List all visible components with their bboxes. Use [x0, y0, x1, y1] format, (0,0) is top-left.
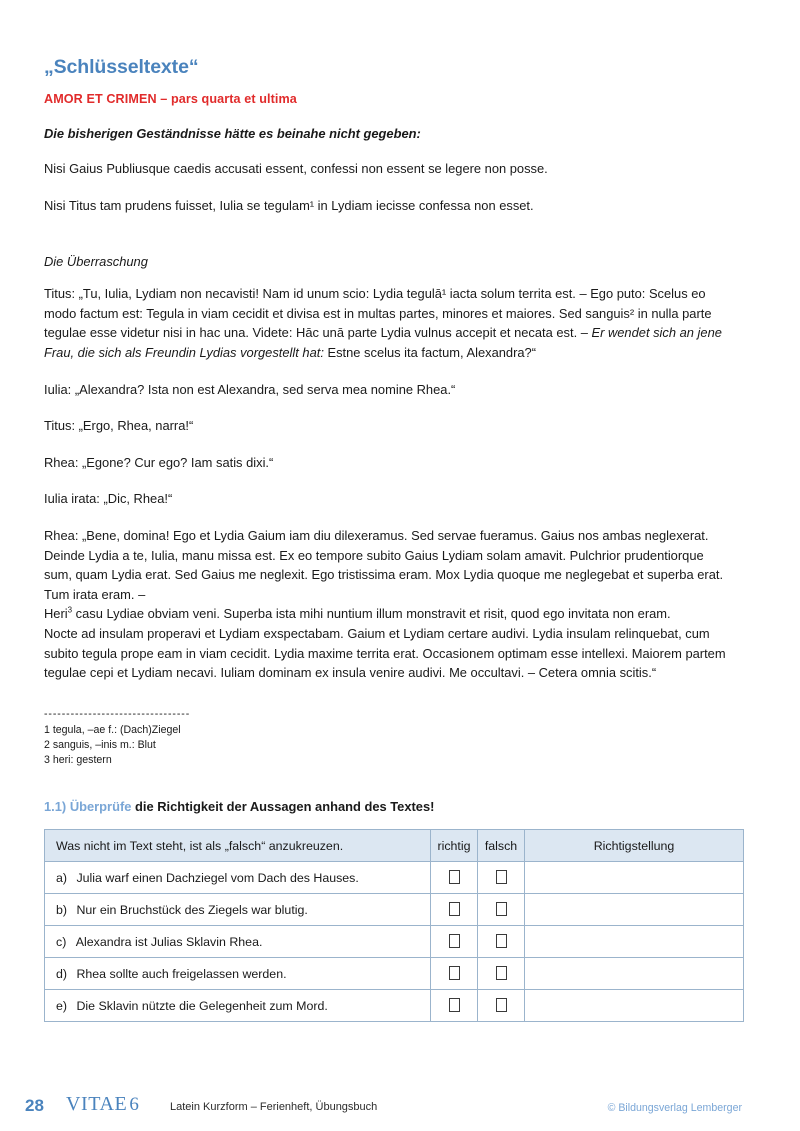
- item-label: e): [56, 998, 68, 1013]
- confession-part-2-prefix: Heri: [44, 606, 68, 622]
- document-content: [44, 56, 734, 1022]
- section-spacer: [44, 233, 734, 253]
- checkbox-icon[interactable]: [449, 934, 460, 948]
- column-header-statement: Was nicht im Text steht, ist als „falsch“ anzukreuzen.: [45, 830, 431, 862]
- statement-cell-c: [45, 926, 431, 958]
- speech-stage-direction: Er wendet sich an jene Frau, die sich als Freundin Lydias vorgestellt hat:: [44, 325, 722, 360]
- speech-titus-2: [44, 416, 734, 436]
- footnotes-block: [44, 707, 734, 768]
- table-body: [45, 862, 744, 1022]
- statement-cell-e: [45, 990, 431, 1022]
- checkbox-richtig-a[interactable]: [431, 862, 478, 894]
- intro-line-2: [44, 196, 734, 216]
- statement-text: Nur ein Bruchstück des Ziegels war blutig.: [76, 902, 308, 917]
- checkbox-richtig-b[interactable]: [431, 894, 478, 926]
- checkbox-falsch-d[interactable]: [478, 958, 525, 990]
- table-row: [45, 926, 744, 958]
- column-header-richtigstellung: Richtigstellung: [525, 830, 744, 862]
- speech-speaker: Rhea:: [44, 454, 79, 470]
- table-row: [45, 894, 744, 926]
- statement-text: Rhea sollte auch freigelassen werden.: [76, 966, 287, 981]
- speech-text: „Dic, Rhea!“: [103, 491, 173, 507]
- task-instruction: [44, 798, 734, 816]
- correction-cell-b[interactable]: [525, 894, 744, 926]
- intro-lead: Die bisherigen Geständnisse hätte es beinahe nicht gegeben:: [44, 126, 421, 141]
- checkbox-falsch-e[interactable]: [478, 990, 525, 1022]
- speech-titus-1: [44, 284, 734, 362]
- correction-cell-d[interactable]: [525, 958, 744, 990]
- checkbox-icon[interactable]: [449, 870, 460, 884]
- correction-cell-c[interactable]: [525, 926, 744, 958]
- confession-part-2-text: casu Lydiae obviam veni. Superba ista mihi nuntium illum monstravit et risit, quod ego invitata non eram.: [72, 606, 671, 622]
- confession-part-1-text: Rhea: „Bene, domina! Ego et Lydia Gaium iam diu dilexeramus. Sed servae fueramus. Gaius nos ambas neglexerat. Deinde Lydia a te, Iulia, manu missa est. Ex eo tempore subito Gaius Lydiam solam amavit. Pulchrior prudentiorque sum, quam Lydia erat. Sed Gaius me neglexit. Ego tristissima eram. Mox Lydia quoque me neglegebat et superba erat. Tum irata eram. –: [44, 527, 724, 602]
- speech-iulia-1: [44, 380, 734, 400]
- item-label: b): [56, 902, 68, 917]
- statement-cell-a: [45, 862, 431, 894]
- intro-line-1: [44, 159, 734, 179]
- footnote-divider: ---------------------------------: [44, 707, 191, 720]
- footer-subtitle: Latein Kurzform – Ferienheft, Übungsbuch: [170, 1101, 378, 1113]
- speech-text-part2: Estne scelus ita factum, Alexandra?“: [323, 344, 537, 360]
- table-row: [45, 958, 744, 990]
- table-row: [45, 862, 744, 894]
- checkbox-icon[interactable]: [496, 998, 507, 1012]
- checkbox-icon[interactable]: [449, 998, 460, 1012]
- speech-text-part1: „Tu, Iulia, Lydiam non necavisti! Nam id unum scio: Lydia tegulā¹ iacta solum territa est. – Ego puto: Scelus eo modo factum est: Tegula in viam cecidit et divisa est in multas partes, minores et maiores. Sed sanguis² in nulla parte tegulae esse videtur nisi in hac una. Videte: Hāc unā parte Lydia vulnus accepit et necata est. –: [44, 286, 712, 341]
- speech-text: „Alexandra? Ista non est Alexandra, sed serva mea nomine Rhea.“: [74, 381, 456, 397]
- item-label: c): [56, 934, 67, 949]
- speech-text: „Ergo, Rhea, narra!“: [78, 418, 194, 434]
- speech-text: „Egone? Cur ego? Iam satis dixi.“: [82, 454, 274, 470]
- page-title: „Schlüsseltexte“: [44, 56, 199, 78]
- footer-series-name: VITAE: [66, 1093, 128, 1115]
- speech-speaker: Iulia irata:: [44, 491, 100, 507]
- table-header-row: [45, 830, 744, 862]
- correction-cell-e[interactable]: [525, 990, 744, 1022]
- checkbox-icon[interactable]: [496, 902, 507, 916]
- intro-line-2-text: Nisi Titus tam prudens fuisset, Iulia se tegulam¹ in Lydiam iecisse confessa non esset.: [44, 198, 534, 214]
- speech-speaker: Titus:: [44, 286, 76, 302]
- statement-text: Julia warf einen Dachziegel vom Dach des Hauses.: [76, 870, 359, 885]
- confession-part-2: [44, 604, 734, 624]
- document-subtitle: AMOR ET CRIMEN – pars quarta et ultima: [44, 92, 297, 106]
- confession-part-1: [44, 526, 734, 604]
- footnote-item-3: 3 heri: gestern: [44, 753, 112, 766]
- checkbox-richtig-c[interactable]: [431, 926, 478, 958]
- checkbox-falsch-b[interactable]: [478, 894, 525, 926]
- checkbox-richtig-e[interactable]: [431, 990, 478, 1022]
- confession-part-3: [44, 624, 734, 683]
- surprise-heading: Die Überraschung: [44, 253, 148, 269]
- speech-rhea-1: [44, 453, 734, 473]
- exercise-table: [44, 829, 744, 1022]
- task-verb: Überprüfe: [69, 798, 132, 814]
- footer-series: [66, 1093, 140, 1116]
- speech-speaker: Titus:: [44, 418, 76, 434]
- footer-volume: 6: [129, 1094, 140, 1115]
- checkbox-icon[interactable]: [496, 966, 507, 980]
- statement-text: Die Sklavin nützte die Gelegenheit zum Mord.: [76, 998, 328, 1013]
- table-row: [45, 990, 744, 1022]
- checkbox-icon[interactable]: [449, 902, 460, 916]
- item-label: d): [56, 966, 68, 981]
- statement-text: Alexandra ist Julias Sklavin Rhea.: [75, 934, 263, 949]
- statement-cell-b: [45, 894, 431, 926]
- correction-cell-a[interactable]: [525, 862, 744, 894]
- checkbox-icon[interactable]: [496, 870, 507, 884]
- column-header-falsch: falsch: [478, 830, 525, 862]
- checkbox-falsch-a[interactable]: [478, 862, 525, 894]
- intro-line-1-text: Nisi Gaius Publiusque caedis accusati essent, confessi non essent se legere non posse.: [44, 161, 548, 177]
- checkbox-icon[interactable]: [449, 966, 460, 980]
- item-label: a): [56, 870, 68, 885]
- task-number: 1.1): [44, 798, 67, 814]
- checkbox-richtig-d[interactable]: [431, 958, 478, 990]
- checkbox-icon[interactable]: [496, 934, 507, 948]
- task-rest: die Richtigkeit der Aussagen anhand des Textes!: [131, 798, 435, 814]
- footnote-item-2: 2 sanguis, –inis m.: Blut: [44, 738, 156, 751]
- column-header-richtig: richtig: [431, 830, 478, 862]
- checkbox-falsch-c[interactable]: [478, 926, 525, 958]
- statement-cell-d: [45, 958, 431, 990]
- footer-copyright: © Bildungsverlag Lemberger: [607, 1102, 742, 1114]
- confession-part-3-text: Nocte ad insulam properavi et Lydiam exspectabam. Gaium et Lydiam certare audivi. Lydia insulam relinquebat, cum subito tegula prope eam in viam cecidit. Lydia maxime territa erat. Occasionem optimam esse intellexi. Maiorem partem tegulae cepi et Lydiam necavi. Iuliam dominam ex insula venire audivi. Me occultavi. – Cetera omnia scitis.“: [44, 625, 726, 681]
- speech-iulia-2: [44, 489, 734, 509]
- speech-speaker: Iulia:: [44, 381, 72, 397]
- table-header: [45, 830, 744, 862]
- footnote-item-1: 1 tegula, –ae f.: (Dach)Ziegel: [44, 723, 181, 736]
- footnote-marker-3: 3: [67, 606, 73, 616]
- page-footer: [0, 1092, 800, 1131]
- footer-page-number: 28: [25, 1096, 44, 1115]
